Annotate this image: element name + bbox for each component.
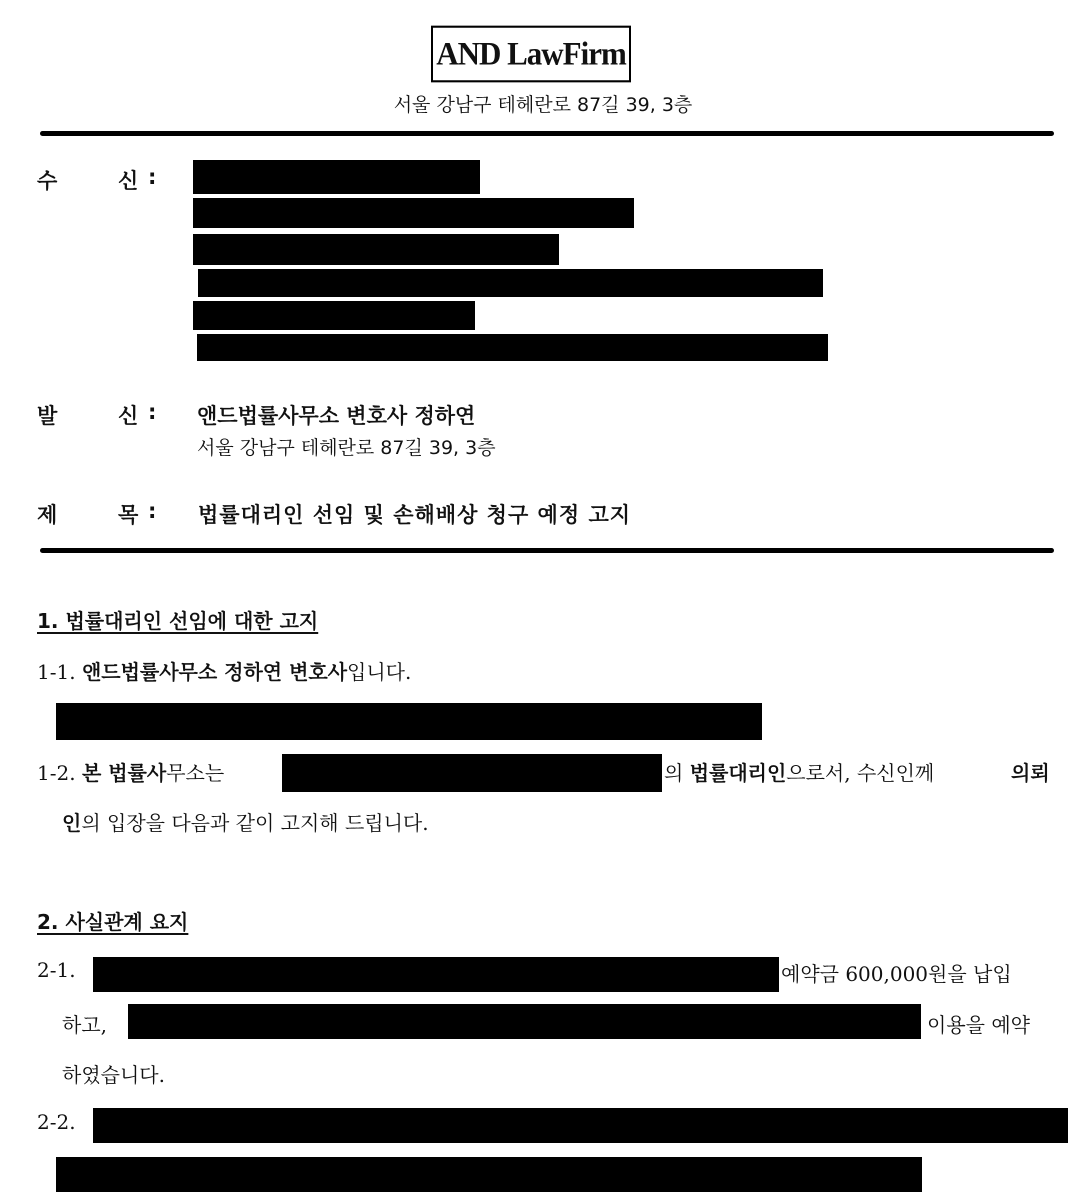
firm-logo: AND LawFirm <box>431 26 631 83</box>
paragraph-2-1-num: 2-1. <box>37 958 76 982</box>
recipient-label-char-1: 수 <box>37 169 58 193</box>
paragraph-1-2-end <box>1011 757 1050 786</box>
paragraph-text: 의 <box>664 761 684 785</box>
sender-address: 서울 강남구 테헤란로 87길 39, 3층 <box>197 437 496 459</box>
redaction-bar <box>56 1157 922 1192</box>
sender-label-char-2: 신 <box>118 404 139 428</box>
firm-lawyer-name: 앤드법률사무소 정하연 변호사 <box>81 660 348 684</box>
redaction-bar <box>282 754 662 792</box>
redaction-bar <box>198 269 823 297</box>
paragraph-text: 의 입장을 다음과 같이 고지해 드립니다. <box>81 811 429 835</box>
paragraph-1-2-num <box>37 757 224 786</box>
redaction-bar <box>197 334 828 361</box>
paragraph-text: 으로서, 수신인께 <box>786 761 935 785</box>
paragraph-2-1-text: 예약금 600,000원을 납입 <box>781 962 1012 986</box>
redaction-bar <box>56 703 762 740</box>
paragraph-number: 1-1. <box>37 660 76 684</box>
redaction-bar <box>193 198 634 228</box>
paragraph-text: 무소는 <box>166 761 225 785</box>
paragraph-number: 1-2. <box>37 761 76 785</box>
paragraph-bold-text: 인 <box>62 811 82 835</box>
paragraph-1-2-cont <box>664 757 934 786</box>
paragraph-bold-text: 법률대리인 <box>689 761 787 785</box>
paragraph-2-1-line-3: 하였습니다. <box>62 1063 165 1087</box>
sender-label-colon: : <box>148 400 157 424</box>
firm-address: 서울 강남구 테헤란로 87길 39, 3층 <box>393 94 693 116</box>
redaction-bar <box>193 301 475 330</box>
redaction-bar <box>193 234 559 265</box>
redaction-bar <box>193 160 480 194</box>
redaction-bar <box>93 957 779 992</box>
paragraph-1-2-line-2 <box>62 807 429 836</box>
section-2-title: 2. 사실관계 요지 <box>37 910 189 934</box>
header-divider <box>40 131 1054 136</box>
sender-name: 앤드법률사무소 변호사 정하연 <box>197 404 476 428</box>
paragraph-1-1 <box>37 656 411 685</box>
header-divider-bottom <box>40 548 1054 553</box>
subject-label-char-1: 제 <box>37 503 58 527</box>
subject-label-colon: : <box>148 499 157 523</box>
recipient-label-colon: : <box>148 165 157 189</box>
section-1-title: 1. 법률대리인 선임에 대한 고지 <box>37 609 319 633</box>
subject-text: 법률대리인 선임 및 손해배상 청구 예정 고지 <box>198 503 632 527</box>
paragraph-2-1-line-2-start: 하고, <box>62 1013 107 1037</box>
redaction-bar <box>128 1004 921 1039</box>
recipient-label-char-2: 신 <box>118 169 139 193</box>
paragraph-2-2-num: 2-2. <box>37 1110 76 1134</box>
paragraph-bold-text: 의뢰 <box>1011 761 1050 785</box>
subject-label-char-2: 목 <box>118 503 139 527</box>
redaction-bar <box>93 1108 1068 1143</box>
paragraph-bold-text: 본 법률사 <box>81 761 167 785</box>
paragraph-2-1-line-2-end: 이용을 예약 <box>927 1013 1030 1037</box>
paragraph-text: 입니다. <box>347 660 412 684</box>
sender-label-char-1: 발 <box>37 404 58 428</box>
